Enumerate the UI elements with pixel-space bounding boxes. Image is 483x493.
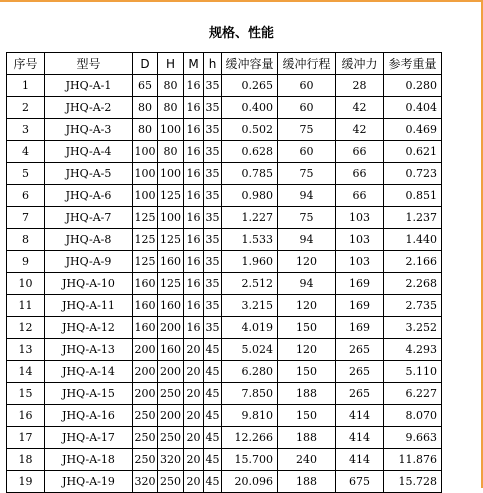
cell-m: 20: [184, 427, 204, 449]
cell-d: 100: [133, 185, 158, 207]
cell-d: 160: [133, 317, 158, 339]
cell-m: 20: [184, 361, 204, 383]
cell-model: JHQ-A-7: [45, 207, 133, 229]
cell-h-upper: 80: [158, 97, 184, 119]
cell-reference-weight: 2.166: [384, 251, 442, 273]
cell-buffer-stroke: 120: [278, 295, 336, 317]
cell-h-lower: 35: [204, 141, 222, 163]
cell-buffer-capacity: 1.533: [222, 229, 278, 251]
cell-buffer-force: 103: [336, 229, 384, 251]
cell-reference-weight: 0.621: [384, 141, 442, 163]
cell-h-upper: 160: [158, 339, 184, 361]
cell-m: 16: [184, 75, 204, 97]
table-row: [7, 141, 442, 163]
cell-buffer-force: 66: [336, 141, 384, 163]
cell-buffer-stroke: 120: [278, 339, 336, 361]
cell-reference-weight: 0.851: [384, 185, 442, 207]
cell-buffer-stroke: 94: [278, 273, 336, 295]
cell-seq: 8: [7, 229, 45, 251]
cell-d: 100: [133, 163, 158, 185]
cell-h-lower: 45: [204, 449, 222, 471]
cell-h-upper: 100: [158, 207, 184, 229]
table-row: [7, 339, 442, 361]
cell-buffer-stroke: 150: [278, 317, 336, 339]
cell-buffer-capacity: 9.810: [222, 405, 278, 427]
cell-reference-weight: 0.469: [384, 119, 442, 141]
cell-buffer-stroke: 94: [278, 185, 336, 207]
cell-m: 20: [184, 339, 204, 361]
header-buffer-force: 缓冲力: [336, 53, 384, 75]
cell-buffer-force: 42: [336, 119, 384, 141]
cell-buffer-force: 169: [336, 273, 384, 295]
cell-model: JHQ-A-3: [45, 119, 133, 141]
cell-h-lower: 35: [204, 97, 222, 119]
cell-seq: 6: [7, 185, 45, 207]
cell-model: JHQ-A-4: [45, 141, 133, 163]
cell-h-lower: 45: [204, 471, 222, 493]
cell-h-lower: 35: [204, 207, 222, 229]
cell-d: 250: [133, 427, 158, 449]
cell-buffer-stroke: 75: [278, 119, 336, 141]
cell-buffer-force: 265: [336, 361, 384, 383]
cell-m: 16: [184, 119, 204, 141]
cell-h-lower: 35: [204, 273, 222, 295]
cell-model: JHQ-A-6: [45, 185, 133, 207]
cell-h-upper: 160: [158, 295, 184, 317]
cell-d: 80: [133, 119, 158, 141]
cell-buffer-capacity: 1.960: [222, 251, 278, 273]
cell-d: 200: [133, 361, 158, 383]
cell-h-lower: 45: [204, 339, 222, 361]
cell-seq: 12: [7, 317, 45, 339]
cell-buffer-stroke: 188: [278, 427, 336, 449]
cell-d: 200: [133, 383, 158, 405]
cell-h-lower: 45: [204, 427, 222, 449]
cell-h-lower: 35: [204, 251, 222, 273]
cell-model: JHQ-A-17: [45, 427, 133, 449]
cell-h-lower: 35: [204, 75, 222, 97]
cell-buffer-force: 414: [336, 449, 384, 471]
table-row: [7, 361, 442, 383]
cell-buffer-capacity: 0.980: [222, 185, 278, 207]
cell-m: 16: [184, 97, 204, 119]
cell-seq: 9: [7, 251, 45, 273]
cell-buffer-force: 414: [336, 427, 384, 449]
cell-h-upper: 125: [158, 273, 184, 295]
cell-h-lower: 35: [204, 119, 222, 141]
cell-buffer-capacity: 0.400: [222, 97, 278, 119]
cell-model: JHQ-A-8: [45, 229, 133, 251]
cell-model: JHQ-A-19: [45, 471, 133, 493]
table-row: [7, 163, 442, 185]
cell-buffer-force: 414: [336, 405, 384, 427]
table-row: [7, 185, 442, 207]
cell-model: JHQ-A-12: [45, 317, 133, 339]
cell-reference-weight: 0.404: [384, 97, 442, 119]
cell-buffer-force: 28: [336, 75, 384, 97]
table-row: [7, 449, 442, 471]
table-row: [7, 471, 442, 493]
cell-h-upper: 80: [158, 75, 184, 97]
cell-buffer-capacity: 0.628: [222, 141, 278, 163]
cell-model: JHQ-A-13: [45, 339, 133, 361]
cell-reference-weight: 0.280: [384, 75, 442, 97]
cell-model: JHQ-A-15: [45, 383, 133, 405]
header-buffer-capacity: 缓冲容量: [222, 53, 278, 75]
cell-reference-weight: 2.268: [384, 273, 442, 295]
cell-seq: 14: [7, 361, 45, 383]
cell-buffer-capacity: 4.019: [222, 317, 278, 339]
cell-m: 16: [184, 141, 204, 163]
cell-reference-weight: 0.723: [384, 163, 442, 185]
cell-buffer-force: 265: [336, 383, 384, 405]
cell-d: 100: [133, 141, 158, 163]
cell-model: JHQ-A-11: [45, 295, 133, 317]
cell-m: 16: [184, 185, 204, 207]
cell-reference-weight: 6.227: [384, 383, 442, 405]
cell-seq: 5: [7, 163, 45, 185]
cell-h-upper: 100: [158, 119, 184, 141]
table-row: [7, 229, 442, 251]
header-h-lower: h: [204, 53, 222, 75]
cell-buffer-capacity: 5.024: [222, 339, 278, 361]
cell-buffer-force: 169: [336, 317, 384, 339]
cell-reference-weight: 11.876: [384, 449, 442, 471]
cell-buffer-force: 675: [336, 471, 384, 493]
cell-reference-weight: 1.440: [384, 229, 442, 251]
cell-model: JHQ-A-2: [45, 97, 133, 119]
cell-m: 16: [184, 295, 204, 317]
cell-seq: 7: [7, 207, 45, 229]
cell-seq: 17: [7, 427, 45, 449]
table-row: [7, 383, 442, 405]
cell-buffer-capacity: 6.280: [222, 361, 278, 383]
cell-h-upper: 320: [158, 449, 184, 471]
cell-buffer-capacity: 0.265: [222, 75, 278, 97]
table-row: [7, 317, 442, 339]
cell-h-upper: 200: [158, 405, 184, 427]
cell-m: 16: [184, 229, 204, 251]
cell-h-upper: 250: [158, 471, 184, 493]
cell-buffer-force: 265: [336, 339, 384, 361]
cell-seq: 3: [7, 119, 45, 141]
cell-seq: 4: [7, 141, 45, 163]
cell-d: 125: [133, 229, 158, 251]
cell-h-lower: 45: [204, 383, 222, 405]
cell-reference-weight: 8.070: [384, 405, 442, 427]
cell-m: 20: [184, 449, 204, 471]
cell-buffer-force: 66: [336, 185, 384, 207]
cell-reference-weight: 9.663: [384, 427, 442, 449]
header-model: 型号: [45, 53, 133, 75]
cell-m: 16: [184, 251, 204, 273]
cell-buffer-stroke: 150: [278, 405, 336, 427]
table-row: [7, 295, 442, 317]
cell-m: 16: [184, 207, 204, 229]
cell-d: 250: [133, 405, 158, 427]
cell-buffer-force: 103: [336, 207, 384, 229]
cell-h-lower: 35: [204, 317, 222, 339]
cell-m: 16: [184, 317, 204, 339]
cell-buffer-capacity: 12.266: [222, 427, 278, 449]
cell-m: 20: [184, 383, 204, 405]
cell-seq: 19: [7, 471, 45, 493]
table-row: [7, 405, 442, 427]
cell-reference-weight: 5.110: [384, 361, 442, 383]
table-row: [7, 207, 442, 229]
header-h-upper: H: [158, 53, 184, 75]
cell-d: 250: [133, 449, 158, 471]
cell-reference-weight: 3.252: [384, 317, 442, 339]
table-row: [7, 119, 442, 141]
cell-buffer-stroke: 75: [278, 163, 336, 185]
cell-model: JHQ-A-1: [45, 75, 133, 97]
header-buffer-stroke: 缓冲行程: [278, 53, 336, 75]
cell-h-lower: 35: [204, 185, 222, 207]
cell-model: JHQ-A-10: [45, 273, 133, 295]
cell-d: 125: [133, 251, 158, 273]
cell-h-upper: 125: [158, 229, 184, 251]
cell-h-upper: 160: [158, 251, 184, 273]
cell-buffer-stroke: 94: [278, 229, 336, 251]
cell-h-upper: 250: [158, 427, 184, 449]
cell-seq: 10: [7, 273, 45, 295]
cell-buffer-capacity: 0.502: [222, 119, 278, 141]
cell-h-lower: 45: [204, 405, 222, 427]
cell-buffer-capacity: 2.512: [222, 273, 278, 295]
cell-m: 16: [184, 273, 204, 295]
cell-reference-weight: 4.293: [384, 339, 442, 361]
cell-h-lower: 35: [204, 295, 222, 317]
table-row: [7, 273, 442, 295]
cell-buffer-stroke: 60: [278, 141, 336, 163]
cell-d: 80: [133, 97, 158, 119]
cell-d: 320: [133, 471, 158, 493]
cell-model: JHQ-A-18: [45, 449, 133, 471]
cell-seq: 1: [7, 75, 45, 97]
cell-d: 160: [133, 273, 158, 295]
cell-reference-weight: 15.728: [384, 471, 442, 493]
cell-buffer-capacity: 15.700: [222, 449, 278, 471]
cell-seq: 11: [7, 295, 45, 317]
cell-reference-weight: 1.237: [384, 207, 442, 229]
cell-d: 125: [133, 207, 158, 229]
cell-buffer-force: 66: [336, 163, 384, 185]
cell-seq: 15: [7, 383, 45, 405]
cell-buffer-stroke: 60: [278, 75, 336, 97]
header-m: M: [184, 53, 204, 75]
header-seq: 序号: [7, 53, 45, 75]
cell-h-upper: 200: [158, 361, 184, 383]
page-title: 规格、性能: [208, 26, 274, 41]
cell-buffer-capacity: 3.215: [222, 295, 278, 317]
header-d: D: [133, 53, 158, 75]
table-row: [7, 251, 442, 273]
table-header-row: [7, 53, 442, 75]
cell-buffer-stroke: 120: [278, 251, 336, 273]
cell-m: 20: [184, 405, 204, 427]
table-row: [7, 97, 442, 119]
cell-buffer-stroke: 188: [278, 383, 336, 405]
cell-seq: 18: [7, 449, 45, 471]
cell-buffer-capacity: 0.785: [222, 163, 278, 185]
cell-seq: 16: [7, 405, 45, 427]
cell-buffer-force: 103: [336, 251, 384, 273]
cell-buffer-force: 42: [336, 97, 384, 119]
cell-buffer-stroke: 60: [278, 97, 336, 119]
cell-h-upper: 200: [158, 317, 184, 339]
cell-model: JHQ-A-16: [45, 405, 133, 427]
cell-buffer-stroke: 188: [278, 471, 336, 493]
cell-buffer-stroke: 75: [278, 207, 336, 229]
cell-h-upper: 100: [158, 163, 184, 185]
cell-buffer-capacity: 1.227: [222, 207, 278, 229]
cell-model: JHQ-A-5: [45, 163, 133, 185]
cell-h-lower: 35: [204, 163, 222, 185]
cell-d: 200: [133, 339, 158, 361]
cell-reference-weight: 2.735: [384, 295, 442, 317]
table-row: [7, 427, 442, 449]
cell-buffer-capacity: 7.850: [222, 383, 278, 405]
cell-d: 65: [133, 75, 158, 97]
cell-h-lower: 45: [204, 361, 222, 383]
cell-h-upper: 250: [158, 383, 184, 405]
cell-buffer-capacity: 20.096: [222, 471, 278, 493]
top-accent-border: [0, 0, 483, 2]
cell-buffer-stroke: 150: [278, 361, 336, 383]
cell-m: 16: [184, 163, 204, 185]
cell-d: 160: [133, 295, 158, 317]
cell-buffer-force: 169: [336, 295, 384, 317]
cell-buffer-stroke: 240: [278, 449, 336, 471]
cell-seq: 2: [7, 97, 45, 119]
cell-model: JHQ-A-9: [45, 251, 133, 273]
cell-h-upper: 125: [158, 185, 184, 207]
cell-h-lower: 35: [204, 229, 222, 251]
cell-m: 20: [184, 471, 204, 493]
cell-h-upper: 80: [158, 141, 184, 163]
spec-table: [6, 52, 442, 493]
table-row: [7, 75, 442, 97]
cell-seq: 13: [7, 339, 45, 361]
cell-model: JHQ-A-14: [45, 361, 133, 383]
header-reference-weight: 参考重量: [384, 53, 442, 75]
